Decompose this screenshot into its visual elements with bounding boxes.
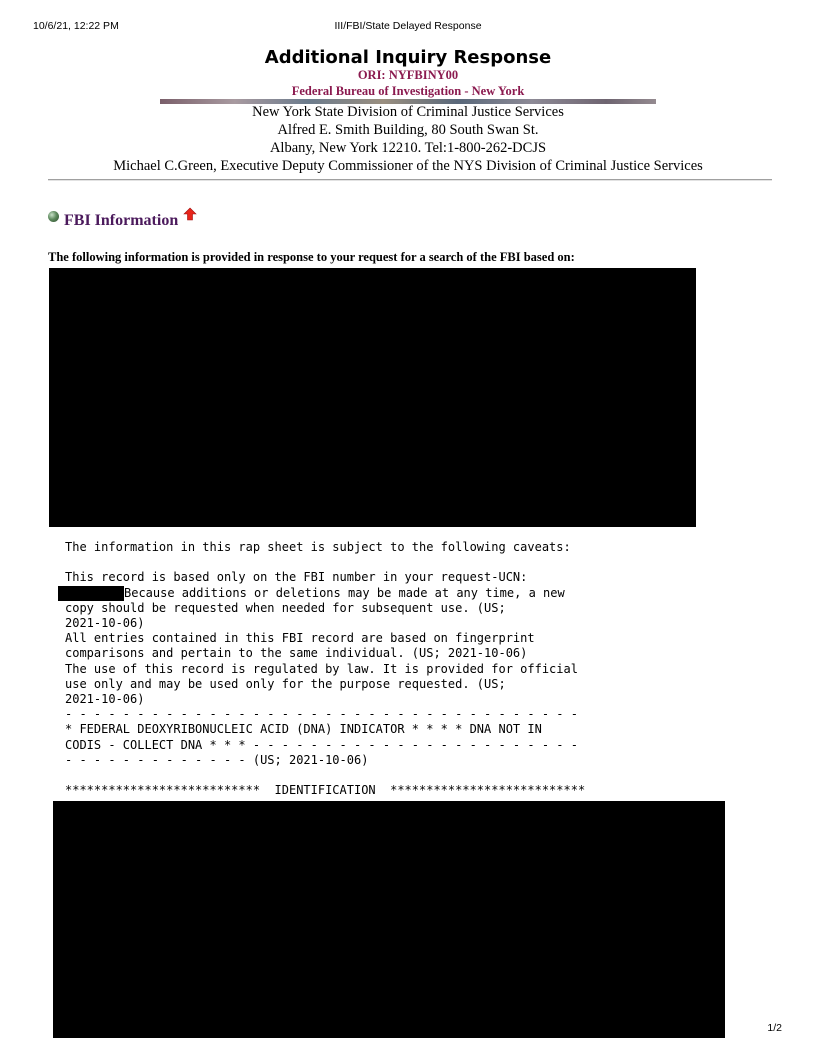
address-line-3: Albany, New York 12210. Tel:1-800-262-DCJS xyxy=(269,140,547,156)
dna-indicator-line-2: CODIS - COLLECT DNA * * * - - - - - - - - - - - - - - - - - - - - - - - xyxy=(65,737,578,752)
rap-sheet-text xyxy=(65,540,585,798)
address-line-1: New York State Division of Criminal Justice Services xyxy=(252,104,564,120)
caveats-intro: The information in this rap sheet is subject to the following caveats: xyxy=(65,540,571,554)
agency-name: Federal Bureau of Investigation - New York xyxy=(291,84,525,98)
print-document-title: III/FBI/State Delayed Response xyxy=(334,20,482,32)
redacted-block xyxy=(49,268,696,527)
horizontal-rule xyxy=(48,179,772,181)
print-header xyxy=(0,20,816,34)
redacted-block xyxy=(53,801,725,1038)
intro-text: The following information is provided in response to your request for a search of the FBI based on: xyxy=(48,250,575,264)
redacted-ucn xyxy=(58,586,124,601)
dna-indicator-line-3: - - - - - - - - - - - - - (US; 2021-10-06) xyxy=(65,752,369,767)
date-line-1: 2021-10-06) xyxy=(65,616,145,631)
commissioner-line: Michael C.Green, Executive Deputy Commissioner of the NYS Division of Criminal Justice Services xyxy=(113,158,703,174)
copy-line: copy should be requested when needed for subsequent use. (US; xyxy=(65,600,506,615)
dashes-line: - - - - - - - - - - - - - - - - - - - - - - - - - - - - - - - - - - - - xyxy=(65,707,578,722)
up-arrow-icon[interactable] xyxy=(183,207,197,221)
dna-indicator-line-1: * FEDERAL DEOXYRIBONUCLEIC ACID (DNA) INDICATOR * * * * DNA NOT IN xyxy=(65,722,542,737)
address-line-2: Alfred E. Smith Building, 80 South Swan St. xyxy=(277,122,539,138)
date-line-2: 2021-10-06) xyxy=(65,692,145,707)
additions-line: Because additions or deletions may be made at any time, a new xyxy=(124,585,565,600)
print-date: 10/6/21, 12:22 PM xyxy=(33,20,119,32)
green-bullet-icon xyxy=(48,211,59,222)
identification-heading: *************************** IDENTIFICATION *************************** xyxy=(65,783,586,798)
page-title: Additional Inquiry Response xyxy=(264,47,552,68)
ori-line: ORI: NYFBINY00 xyxy=(357,68,459,82)
comparisons-line: comparisons and pertain to the same individual. (US; 2021-10-06) xyxy=(65,646,528,661)
official-use-line: use only and may be used only for the purpose requested. (US; xyxy=(65,676,506,691)
entries-line: All entries contained in this FBI record are based on fingerprint xyxy=(65,631,535,646)
page-number: 1/2 xyxy=(767,1022,782,1034)
regulated-line: The use of this record is regulated by law. It is provided for official xyxy=(65,661,578,676)
section-title: FBI Information xyxy=(64,212,179,229)
record-based-line: This record is based only on the FBI number in your request-UCN: xyxy=(65,570,528,585)
